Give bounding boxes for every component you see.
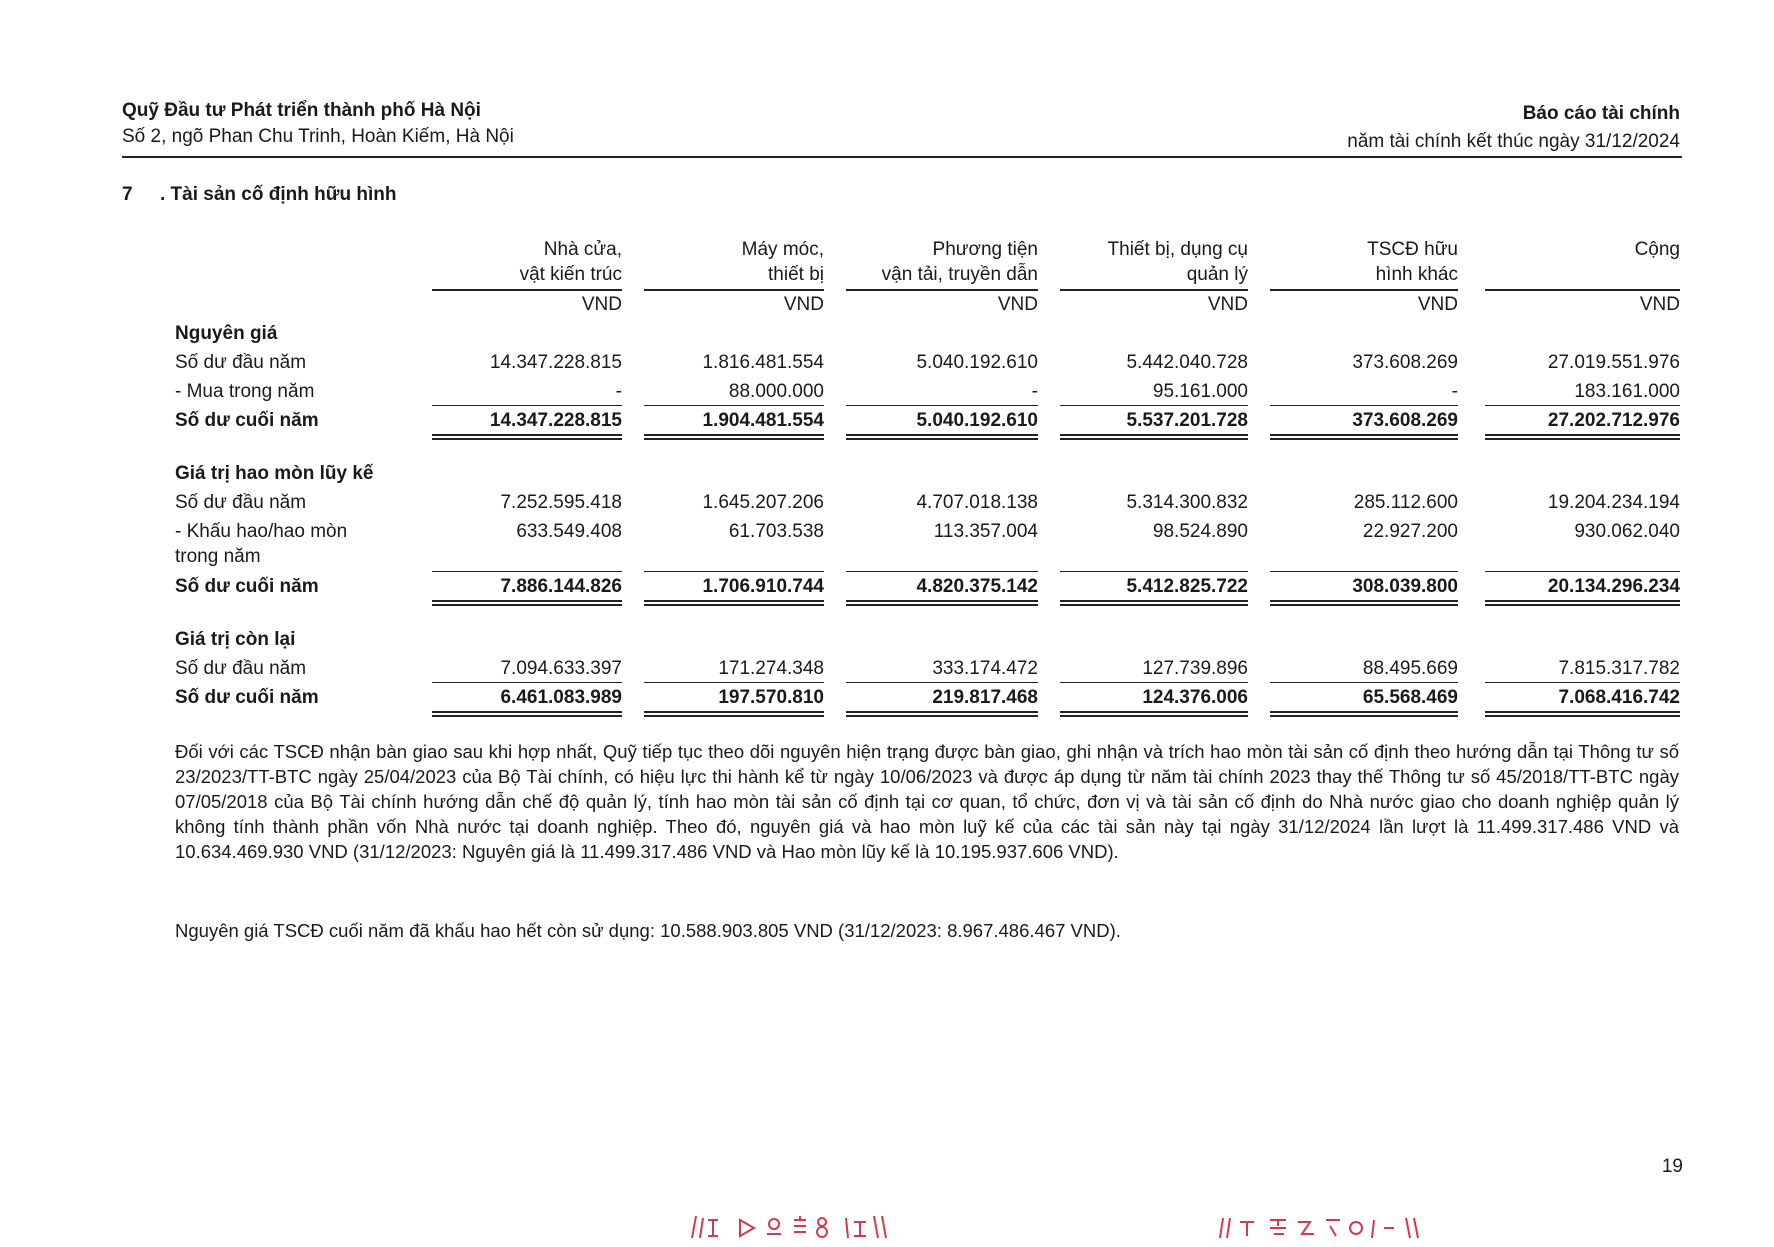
table-cell: 98.524.890 xyxy=(1152,521,1248,542)
section-heading xyxy=(122,184,396,206)
table-cell: 88.495.669 xyxy=(1362,658,1458,679)
table-cell: - xyxy=(1031,381,1038,402)
subtotal-rule xyxy=(1060,571,1248,572)
total-double-rule xyxy=(1270,711,1458,717)
table-cell-total: 124.376.006 xyxy=(1142,687,1248,708)
header-right xyxy=(1347,101,1680,155)
table-cell: 14.347.228.815 xyxy=(489,352,622,373)
header-divider xyxy=(122,156,1682,158)
subtotal-rule xyxy=(846,571,1038,572)
subtotal-rule xyxy=(1485,405,1680,406)
total-double-rule xyxy=(644,434,824,440)
table-cell: 95.161.000 xyxy=(1152,381,1248,402)
subtotal-rule xyxy=(432,571,622,572)
table-cell: 4.707.018.138 xyxy=(916,492,1038,513)
total-double-rule xyxy=(1270,600,1458,606)
row-label xyxy=(175,519,347,569)
total-double-rule xyxy=(846,600,1038,606)
row-label: Số dư đầu năm xyxy=(175,352,307,373)
subtotal-rule xyxy=(1270,682,1458,683)
table-cell-total: 219.817.468 xyxy=(932,687,1038,708)
table-cell: 171.274.348 xyxy=(718,658,824,679)
table-cell-total: 7.068.416.742 xyxy=(1558,687,1680,708)
subtotal-rule xyxy=(846,682,1038,683)
row-label-total: Số dư cuối năm xyxy=(175,687,319,708)
table-cell: 113.357.004 xyxy=(933,521,1038,542)
row-label-total: Số dư cuối năm xyxy=(175,576,319,597)
total-double-rule xyxy=(1270,434,1458,440)
table-cell-total: 4.820.375.142 xyxy=(916,576,1038,597)
table-cell-total: 308.039.800 xyxy=(1352,576,1458,597)
column-header xyxy=(1485,237,1680,262)
subtotal-rule xyxy=(644,571,824,572)
total-double-rule xyxy=(644,600,824,606)
table-cell-total: 5.537.201.728 xyxy=(1126,410,1248,431)
table-cell-total: 7.886.144.826 xyxy=(500,576,622,597)
row-label-total: Số dư cuối năm xyxy=(175,410,319,431)
table-cell: 88.000.000 xyxy=(728,381,824,402)
subtotal-rule xyxy=(1060,682,1248,683)
table-cell: 1.645.207.206 xyxy=(702,492,824,513)
table-cell: 1.816.481.554 xyxy=(702,352,824,373)
stamp-mark-left xyxy=(688,1212,908,1247)
column-unit: VND xyxy=(1270,289,1458,316)
table-cell: 27.019.551.976 xyxy=(1547,352,1680,373)
stamp-mark-right xyxy=(1216,1214,1456,1247)
column-unit: VND xyxy=(1060,289,1248,316)
column-unit: VND xyxy=(644,289,824,316)
subtotal-rule xyxy=(644,682,824,683)
column-unit: VND xyxy=(1485,289,1680,316)
table-cell: 5.314.300.832 xyxy=(1126,492,1248,513)
stamp-left-icon xyxy=(688,1212,908,1241)
column-header-line: vật kiến trúc xyxy=(519,264,622,285)
subtotal-rule xyxy=(846,405,1038,406)
table-cell: 930.062.040 xyxy=(1574,521,1680,542)
subtotal-rule xyxy=(1485,682,1680,683)
report-period: năm tài chính kết thúc ngày 31/12/2024 xyxy=(1347,131,1680,152)
table-cell: 5.442.040.728 xyxy=(1126,352,1248,373)
subtotal-rule xyxy=(644,405,824,406)
subtotal-rule xyxy=(432,405,622,406)
table-cell-total: 20.134.296.234 xyxy=(1547,576,1680,597)
total-double-rule xyxy=(1485,434,1680,440)
total-double-rule xyxy=(432,600,622,606)
table-cell: 127.739.896 xyxy=(1142,658,1248,679)
total-double-rule xyxy=(846,711,1038,717)
total-double-rule xyxy=(432,434,622,440)
page-number: 19 xyxy=(1661,1156,1683,1177)
table-cell-total: 373.608.269 xyxy=(1352,410,1458,431)
column-header-line: hình khác xyxy=(1375,264,1458,285)
table-cell: 7.252.595.418 xyxy=(500,492,622,513)
section-title: . Tài sản cố định hữu hình xyxy=(160,184,397,205)
total-double-rule xyxy=(1060,600,1248,606)
table-cell-total: 6.461.083.989 xyxy=(500,687,622,708)
report-title: Báo cáo tài chính xyxy=(1522,103,1680,124)
table-cell: 61.703.538 xyxy=(728,521,824,542)
table-cell: 7.094.633.397 xyxy=(500,658,622,679)
table-cell: 22.927.200 xyxy=(1362,521,1458,542)
subtotal-rule xyxy=(1060,405,1248,406)
column-header-line: vận tải, truyền dẫn xyxy=(881,264,1038,285)
total-double-rule xyxy=(846,434,1038,440)
column-header xyxy=(846,237,1038,287)
subtotal-rule xyxy=(1270,405,1458,406)
column-header xyxy=(432,237,622,287)
column-header-line: TSCĐ hữu xyxy=(1367,239,1458,260)
column-header xyxy=(644,237,824,287)
column-header-line: Nhà cửa, xyxy=(543,239,622,260)
column-header-line: Máy móc, xyxy=(741,239,824,260)
section-number: 7 xyxy=(122,184,133,205)
column-header xyxy=(1060,237,1248,287)
table-cell-total: 27.202.712.976 xyxy=(1547,410,1680,431)
row-label-line: trong năm xyxy=(175,546,261,567)
table-cell: 183.161.000 xyxy=(1574,381,1680,402)
table-cell-total: 65.568.469 xyxy=(1362,687,1458,708)
header-left xyxy=(122,98,514,150)
organization-address: Số 2, ngõ Phan Chu Trinh, Hoàn Kiếm, Hà Nội xyxy=(122,126,514,147)
table-cell-total: 5.040.192.610 xyxy=(916,410,1038,431)
column-header-line: Thiết bị, dụng cụ xyxy=(1107,239,1248,260)
total-double-rule xyxy=(644,711,824,717)
table-cell: - xyxy=(615,381,622,402)
table-cell-total: 5.412.825.722 xyxy=(1126,576,1248,597)
table-cell: 333.174.472 xyxy=(932,658,1038,679)
stamp-right-icon xyxy=(1216,1214,1456,1241)
table-cell-total: 14.347.228.815 xyxy=(489,410,622,431)
table-cell: 7.815.317.782 xyxy=(1558,658,1680,679)
note-paragraph: Nguyên giá TSCĐ cuối năm đã khấu hao hết còn sử dụng: 10.588.903.805 VND (31/12/2023: 8.967.486.467 VND). xyxy=(175,920,1121,941)
total-double-rule xyxy=(1060,434,1248,440)
group-title-residual: Giá trị còn lại xyxy=(175,629,296,650)
subtotal-rule xyxy=(1485,571,1680,572)
total-double-rule xyxy=(1060,711,1248,717)
row-label: Số dư đầu năm xyxy=(175,658,307,679)
row-label-line: - Khấu hao/hao mòn xyxy=(175,521,348,542)
column-header-line: thiết bị xyxy=(768,264,824,285)
total-double-rule xyxy=(432,711,622,717)
organization-name: Quỹ Đầu tư Phát triển thành phố Hà Nội xyxy=(122,100,481,121)
table-cell-total: 197.570.810 xyxy=(718,687,824,708)
subtotal-rule xyxy=(1270,571,1458,572)
table-cell-total: 1.904.481.554 xyxy=(702,410,824,431)
group-title-depreciation: Giá trị hao mòn lũy kế xyxy=(175,463,374,484)
table-cell-total: 1.706.910.744 xyxy=(702,576,824,597)
table-cell: 5.040.192.610 xyxy=(916,352,1038,373)
note-paragraph: Đối với các TSCĐ nhận bàn giao sau khi hợp nhất, Quỹ tiếp tục theo dõi nguyên hiện trạng được bàn giao, ghi nhận và trích hao mòn tài sản cố định theo hướng dẫn tại Thông tư số 23/2023/TT-BTC ngày 25/04/2023 của Bộ Tài chính, có hiệu lực thi hành kể từ ngày 10/06/2023 và được áp dụng từ năm tài chính 2023 thay thế Thông tư số 45/2018/TT-BTC ngày 07/05/2018 của Bộ Tài chính hướng dẫn chế độ quản lý, tính hao mòn tài sản cố định tại cơ quan, tổ chức, đơn vị và tài sản cố định do Nhà nước giao cho doanh nghiệp quản lý không tính thành phần vốn Nhà nước tại doanh nghiệp. Theo đó, nguyên giá và hao mòn luỹ kế của các tài sản này tại ngày 31/12/2024 lần lượt là 11.499.317.486 VND và 10.634.469.930 VND (31/12/2023: Nguyên giá là 11.499.317.486 VND và Hao mòn lũy kế là 10.195.937.606 VND). xyxy=(175,741,1679,862)
group-title-cost: Nguyên giá xyxy=(175,323,278,344)
subtotal-rule xyxy=(432,682,622,683)
column-header-line: Phương tiện xyxy=(932,239,1038,260)
table-cell: 285.112.600 xyxy=(1353,492,1458,513)
row-label: Số dư đầu năm xyxy=(175,492,307,513)
table-cell: 373.608.269 xyxy=(1352,352,1458,373)
column-header-line: Cộng xyxy=(1634,239,1680,260)
column-header xyxy=(1270,237,1458,287)
row-label: - Mua trong năm xyxy=(175,381,315,402)
column-unit: VND xyxy=(432,289,622,316)
total-double-rule xyxy=(1485,600,1680,606)
table-cell: 633.549.408 xyxy=(516,521,622,542)
total-double-rule xyxy=(1485,711,1680,717)
column-header-line: quản lý xyxy=(1186,264,1248,285)
table-cell: - xyxy=(1451,381,1458,402)
column-unit: VND xyxy=(846,289,1038,316)
table-cell: 19.204.234.194 xyxy=(1547,492,1680,513)
